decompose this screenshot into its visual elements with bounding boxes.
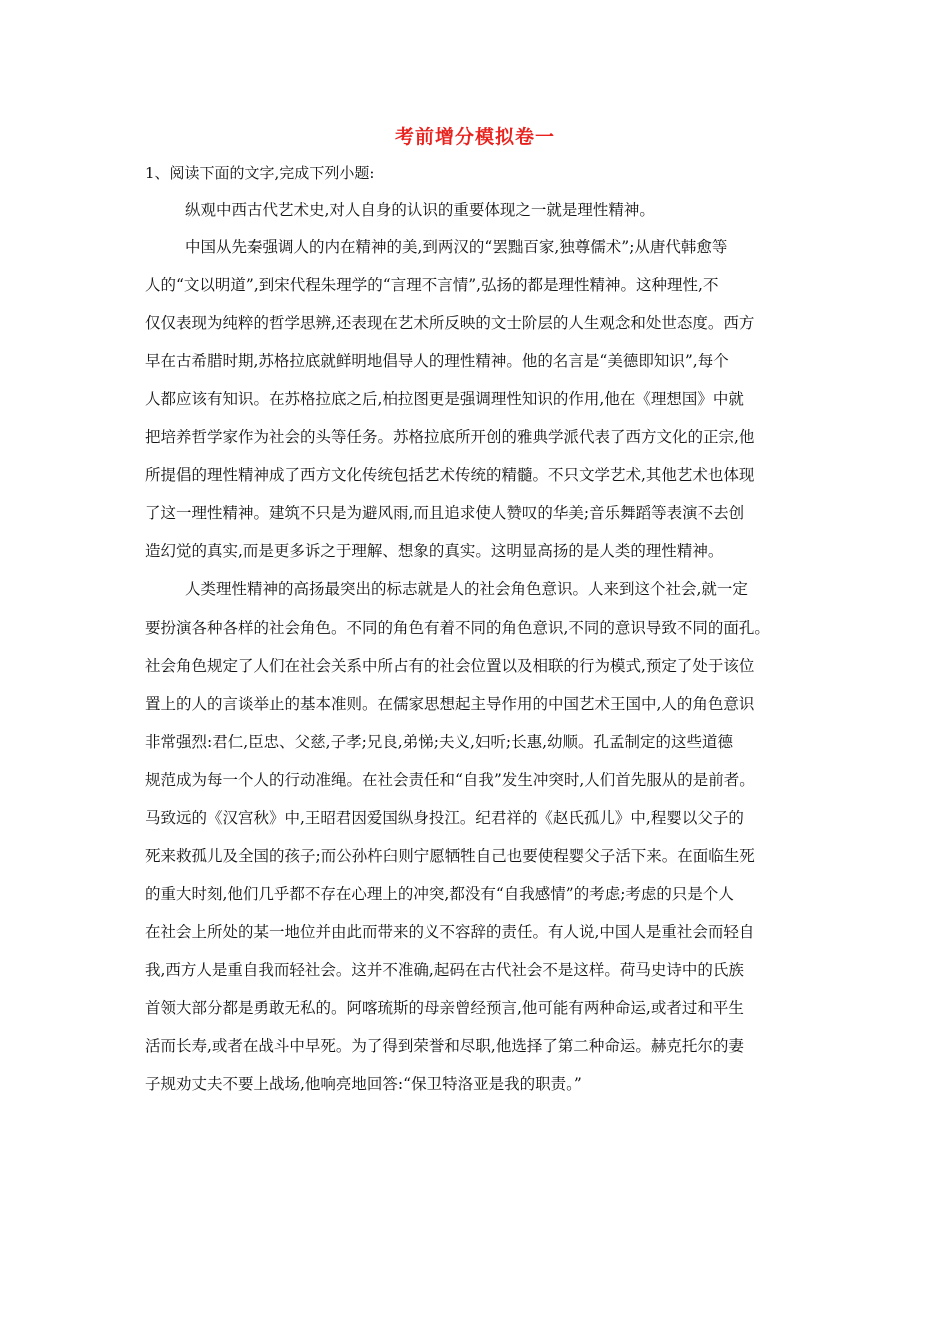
text-line: 人都应该有知识。在苏格拉底之后,柏拉图更是强调理性知识的作用,他在《理想国》中就 <box>145 390 744 408</box>
text-line: 纵观中西古代艺术史,对人自身的认识的重要体现之一就是理性精神。 <box>185 201 655 219</box>
text-line: 非常强烈:君仁,臣忠、父慈,子孝;兄良,弟悌;夫义,妇听;长惠,幼顺。孔孟制定的这些道德 <box>145 733 734 751</box>
text-line: 马致远的《汉宫秋》中,王昭君因爱国纵身投江。纪君祥的《赵氏孤儿》中,程婴以父子的 <box>145 809 744 827</box>
text-line: 人类理性精神的高扬最突出的标志就是人的社会角色意识。人来到这个社会,就一定 <box>185 580 748 598</box>
text-line: 要扮演各种各样的社会角色。不同的角色有着不同的角色意识,不同的意识导致不同的面孔。 <box>145 619 770 637</box>
text-line: 的重大时刻,他们几乎都不存在心理上的冲突,都没有“自我感情”的考虑;考虑的只是个人 <box>145 885 734 903</box>
text-line: 仅仅表现为纯粹的哲学思辨,还表现在艺术所反映的文士阶层的人生观念和处世态度。西方 <box>145 314 755 332</box>
text-line: 社会角色规定了人们在社会关系中所占有的社会位置以及相联的行为模式,预定了处于该位 <box>145 657 755 675</box>
text-line: 活而长寿,或者在战斗中早死。为了得到荣誉和尽职,他选择了第二种命运。赫克托尔的妻 <box>145 1037 744 1055</box>
text-line: 所提倡的理性精神成了西方文化传统包括艺术传统的精髓。不只文学艺术,其他艺术也体现 <box>145 466 755 484</box>
text-line: 在社会上所处的某一地位并由此而带来的义不容辞的责任。有人说,中国人是重社会而轻自 <box>145 923 755 941</box>
question-prompt: 1、阅读下面的文字,完成下列小题: <box>145 164 375 182</box>
text-line: 规范成为每一个人的行动准绳。在社会责任和“自我”发生冲突时,人们首先服从的是前者。 <box>145 771 755 789</box>
text-line: 造幻觉的真实,而是更多诉之于理解、想象的真实。这明显高扬的是人类的理性精神。 <box>145 542 724 560</box>
text-line: 了这一理性精神。建筑不只是为避风雨,而且追求使人赞叹的华美;音乐舞蹈等表演不去创 <box>145 504 745 522</box>
text-line: 首领大部分都是勇敢无私的。阿喀琉斯的母亲曾经预言,他可能有两种命运,或者过和平生 <box>145 999 744 1017</box>
text-line: 早在古希腊时期,苏格拉底就鲜明地倡导人的理性精神。他的名言是“美德即知识”,每个 <box>145 352 729 370</box>
text-line: 死来救孤儿及全国的孩子;而公孙杵臼则宁愿牺牲自己也要使程婴父子活下来。在面临生死 <box>145 847 755 865</box>
text-line: 中国从先秦强调人的内在精神的美,到两汉的“罢黜百家,独尊儒术”;从唐代韩愈等 <box>185 238 728 256</box>
text-line: 置上的人的言谈举止的基本准则。在儒家思想起主导作用的中国艺术王国中,人的角色意识 <box>145 695 755 713</box>
text-line: 把培养哲学家作为社会的头等任务。苏格拉底所开创的雅典学派代表了西方文化的正宗,他 <box>145 428 755 446</box>
text-line: 我,西方人是重自我而轻社会。这并不准确,起码在古代社会不是这样。荷马史诗中的氏族 <box>145 961 744 979</box>
document-title: 考前增分模拟卷一 <box>394 126 555 148</box>
text-line: 子规劝丈夫不要上战场,他响亮地回答:“保卫特洛亚是我的职责。” <box>145 1075 582 1093</box>
text-line: 人的“文以明道”,到宋代程朱理学的“言理不言情”,弘扬的都是理性精神。这种理性,不 <box>145 276 719 294</box>
